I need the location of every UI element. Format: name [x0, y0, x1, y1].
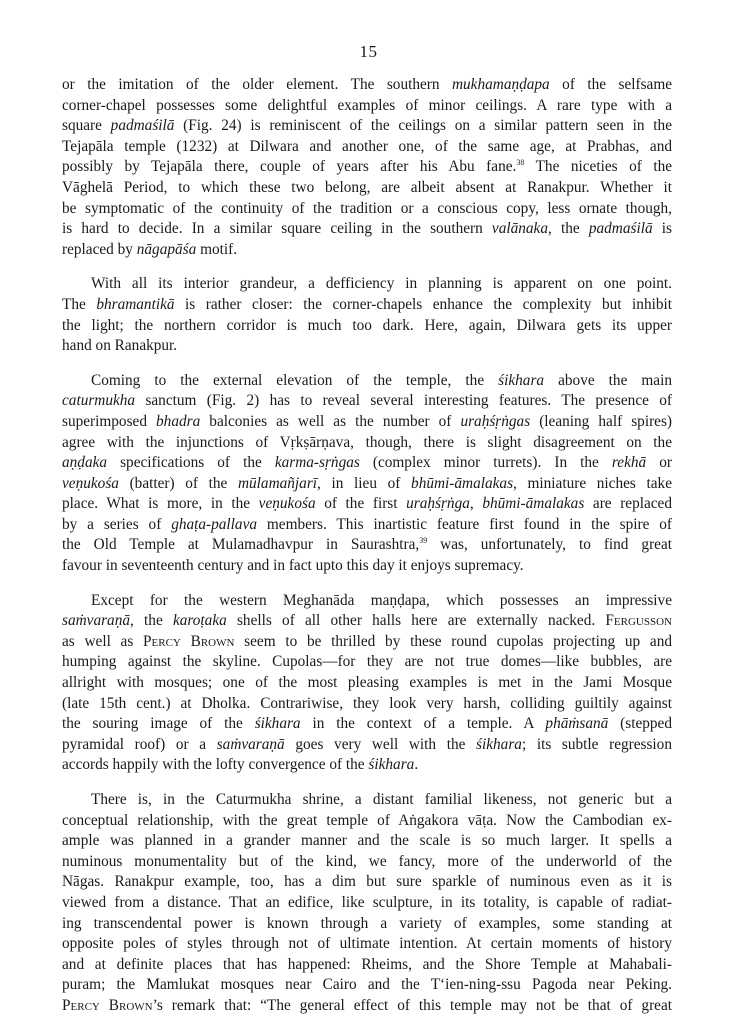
text-line — [62, 673, 672, 694]
text-line — [62, 371, 672, 392]
italic-term: valānaka — [491, 220, 548, 238]
italic-term: mukhamaṇḍapa — [451, 76, 550, 93]
text-segment: ample was planned in a grander manner and the scale is so much larger. It spells a — [62, 832, 672, 850]
page-number: 15 — [359, 42, 378, 61]
text-segment: , in lieu of — [317, 474, 412, 492]
text-line — [62, 632, 672, 653]
text-segment: corner-chapel possesses some delightful examples of minor ceilings. A rare type with a — [62, 96, 672, 114]
text-segment: The — [62, 295, 97, 313]
text-line — [62, 591, 672, 612]
italic-term: uraḥśṛṅga — [406, 495, 470, 513]
text-line — [62, 199, 672, 220]
text-line — [62, 535, 672, 556]
text-segment: members. This inartistic feature first found in the spire of — [257, 515, 672, 533]
text-segment: was, unfortunately, to find great — [427, 536, 672, 554]
text-segment: . — [414, 756, 419, 774]
italic-term: karoṭaka — [172, 612, 227, 630]
text-segment: With all its interior grandeur, a defficiency in planning is apparent on one point. — [91, 275, 672, 293]
text-line — [62, 453, 672, 474]
text-segment: seem to be thrilled by these round cupolas projecting up and — [234, 632, 672, 650]
italic-term: bhramantikā — [96, 295, 175, 313]
text-line — [62, 240, 672, 261]
text-line — [62, 652, 672, 673]
text-line — [62, 694, 672, 715]
text-line — [62, 811, 672, 832]
text-segment: shells of all other halls here are externally nacked. — [226, 612, 606, 630]
text-line — [62, 955, 672, 976]
text-segment: is — [652, 220, 672, 238]
author-name: Percy Brown — [62, 996, 153, 1014]
text-segment: ’s remark that: “The general effect of this temple may not be that of great — [152, 996, 672, 1014]
italic-term: rekhā — [611, 454, 647, 472]
paragraph — [62, 790, 672, 1017]
text-segment: , — [469, 495, 483, 513]
text-segment: (batter) of the — [118, 474, 238, 492]
footnote-ref: 39 — [419, 536, 428, 546]
text-line — [62, 914, 672, 935]
italic-term: uraḥśṛṅgas — [460, 412, 531, 430]
text-segment: There is, in the Caturmukha shrine, a distant familial likeness, not generic but a — [91, 791, 672, 808]
text-segment: is rather closer: the corner-chapels enhance the complexity but inhibit — [174, 295, 673, 313]
text-segment: Except for the western Meghanāda maṇḍapa, which possesses an impressive — [91, 591, 672, 609]
italic-term: saṁvaraṇā — [216, 735, 285, 753]
text-line — [62, 996, 672, 1017]
text-line — [62, 75, 672, 96]
paragraph — [62, 371, 672, 577]
footnote-ref: 38 — [516, 158, 525, 168]
text-segment: Coming to the external elevation of the temple, the — [91, 371, 499, 389]
text-segment: sanctum (Fig. 2) has to reveal several interesting features. The presence of — [135, 392, 672, 410]
text-segment: numinous monumentality but of the kind, we fancy, more of the underworld of the — [62, 852, 672, 870]
text-segment: superimposed — [62, 412, 157, 430]
text-segment: the souring image of the — [62, 715, 255, 733]
text-segment: conceptual relationship, with the great temple of Aṅgakora vāṭa. Now the Cambodian ex- — [62, 811, 672, 829]
paragraph — [62, 75, 672, 260]
text-segment: be symptomatic of the continuity of the tradition or a conscious copy, less ornate though, — [62, 199, 672, 217]
text-segment: the light; the northern corridor is much too dark. Here, again, Dilwara gets its upper — [62, 316, 672, 334]
italic-term: śikhara — [476, 735, 522, 753]
author-name: Percy Brown — [143, 632, 235, 650]
text-segment: , the — [130, 612, 173, 630]
text-segment: favour in seventeenth century and in fact upto this day it enjoys supremacy. — [62, 557, 524, 575]
italic-term: ghaṭa-pallava — [171, 515, 258, 533]
text-line — [62, 611, 672, 632]
italic-term: śikhara — [254, 715, 301, 733]
text-segment: (Fig. 24) is reminiscent of the ceilings on a similar pattern seen in the — [174, 117, 672, 135]
text-segment: The niceties of the — [524, 158, 673, 176]
text-segment: or the imitation of the older element. The southern — [62, 76, 452, 93]
text-segment: Tejapāla temple (1232) at Dilwara and another one, of the same age, at Prabhas, and — [62, 137, 672, 155]
text-segment: goes very well with the — [284, 735, 477, 753]
text-segment: Nāgas. Ranakpur example, too, has a dim but sure sparkle of numinous even as it is — [62, 873, 672, 891]
text-line — [62, 556, 672, 577]
italic-term: mūlamañjarī — [237, 474, 318, 492]
italic-term: bhūmi-āmalakas — [482, 495, 585, 513]
text-line — [62, 137, 672, 158]
text-line — [62, 515, 672, 536]
italic-term: śikhara — [368, 756, 415, 774]
text-segment: accords happily with the lofty convergence of the — [62, 756, 369, 774]
italic-term: padmaśilā — [110, 117, 175, 135]
text-line — [62, 316, 672, 337]
body-text — [62, 75, 672, 1031]
text-line — [62, 852, 672, 873]
text-segment: above the main — [544, 371, 672, 389]
text-line — [62, 893, 672, 914]
text-segment: place. What is more, in the — [62, 495, 259, 513]
text-segment: by a series of — [62, 515, 172, 533]
text-segment: motif. — [196, 240, 238, 258]
text-line — [62, 934, 672, 955]
paragraph — [62, 591, 672, 776]
text-line — [62, 391, 672, 412]
text-line — [62, 831, 672, 852]
text-line — [62, 96, 672, 117]
text-line — [62, 219, 672, 240]
text-segment: ing transcendental power is known through a variety of examples, some standing at — [62, 914, 672, 932]
text-segment: is hard to decide. In a similar square ceiling in the southern — [62, 220, 492, 238]
text-segment: viewed from a distance. That an edifice, like sculpture, in its totality, is capable of radiat- — [62, 893, 672, 911]
text-segment: (late 15th cent.) at Dholka. Contrariwise, they look very harsh, colliding guiltily against — [62, 694, 672, 712]
text-segment: of the selfsame — [549, 76, 673, 93]
text-line — [62, 735, 672, 756]
text-segment: , the — [548, 220, 589, 238]
text-segment: balconies as well as the number of — [200, 412, 461, 430]
text-segment: are replaced — [584, 495, 672, 513]
italic-term: padmaśilā — [588, 220, 653, 238]
italic-term: aṇḍaka — [62, 454, 108, 472]
italic-term: bhūmi-āmalakas — [411, 474, 514, 492]
text-line — [62, 116, 672, 137]
italic-term: bhadra — [156, 412, 201, 430]
italic-term: śikhara — [498, 371, 545, 389]
text-line — [62, 975, 672, 996]
text-line — [62, 494, 672, 515]
text-segment: , miniature niches take — [513, 474, 672, 492]
text-segment: replaced by — [62, 240, 137, 258]
text-segment: opposite poles of styles through not of ultimate intention. At certain moments of history — [62, 935, 672, 953]
text-segment: agree with the injunctions of Vṛkṣārṇava, though, there is slight disagreement on the — [62, 433, 672, 451]
text-line — [62, 412, 672, 433]
text-segment: (leaning half spires) — [530, 412, 673, 430]
text-segment: humping against the skyline. Cupolas—for they are not true domes—like bubbles, are — [62, 653, 672, 671]
italic-term: karma-sṛṅgas — [274, 454, 360, 472]
text-segment: as well as — [62, 632, 144, 650]
text-segment: the Old Temple at Mulamadhavpur in Saurashtra, — [62, 536, 420, 554]
text-segment: in the context of a temple. A — [300, 715, 546, 733]
author-name: Fergusson — [605, 612, 672, 630]
text-line — [62, 274, 672, 295]
italic-term: phāṁsanā — [545, 715, 609, 733]
text-segment: puram; the Mamlukat mosques near Cairo and the T‘ien-ning-ssu Pagoda near Peking. — [62, 976, 672, 994]
italic-term: veṇukośa — [258, 495, 316, 513]
text-segment: hand on Ranakpur. — [62, 337, 178, 355]
text-line — [62, 295, 672, 316]
text-segment: or — [646, 454, 672, 472]
text-line — [62, 474, 672, 495]
text-segment: Vāghelā Period, to which these two belong, are albeit absent at Ranakpur. Whether it — [62, 178, 672, 196]
italic-term: saṁvaraṇā — [62, 612, 130, 630]
text-segment: pyramidal roof) or a — [62, 735, 217, 753]
text-line — [62, 336, 672, 357]
text-segment: possibly by Tejapāla there, couple of years after his Abu fane. — [62, 158, 517, 176]
text-segment: specifications of the — [107, 454, 275, 472]
text-segment: square — [62, 117, 111, 135]
text-line — [62, 872, 672, 893]
text-line — [62, 178, 672, 199]
text-line — [62, 714, 672, 735]
text-line — [62, 157, 672, 178]
text-segment: (complex minor turrets). In the — [359, 454, 612, 472]
text-segment: of the first — [315, 495, 407, 513]
text-segment: and at definite places that has happened: Rheims, and the Shore Temple at Mahabali- — [62, 955, 672, 973]
text-line — [62, 433, 672, 454]
text-line — [62, 755, 672, 776]
paragraph — [62, 274, 672, 356]
italic-term: veṇukośa — [62, 474, 119, 492]
italic-term: nāgapāśa — [136, 240, 197, 258]
italic-term: caturmukha — [62, 392, 136, 410]
text-segment: (stepped — [608, 715, 672, 733]
text-line — [62, 790, 672, 811]
text-segment: allright with mosques; one of the most pleasing examples is met in the Jami Mosque — [62, 674, 672, 692]
text-segment: ; its subtle regression — [521, 735, 672, 753]
